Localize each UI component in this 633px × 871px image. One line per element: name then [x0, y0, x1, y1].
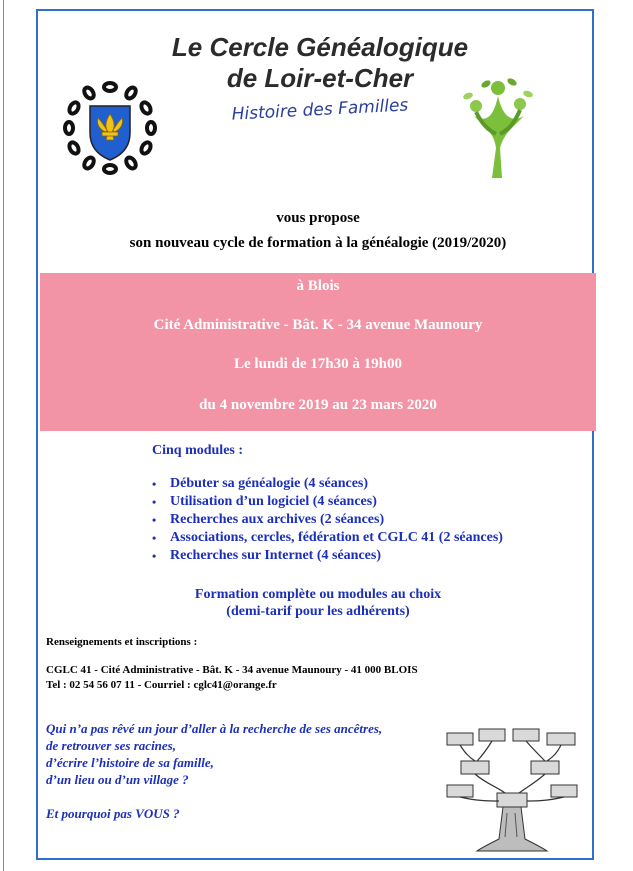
module-label: Utilisation d’un logiciel (4 séances) [170, 494, 377, 509]
title-line-1: Le Cercle Généalogique [171, 32, 469, 62]
quote-closing: Et pourquoi pas VOUS ? [46, 806, 180, 821]
module-label: Associations, cercles, fédération et CGLC 41 (2 séances) [170, 530, 503, 545]
bullet-icon: • [152, 531, 157, 545]
modules-heading: Cinq modules : [152, 443, 244, 458]
fleur-de-lis-shield-chain-icon [60, 78, 160, 178]
banner-place: à Blois [296, 278, 340, 294]
quote-line-4: d’un lieu ou d’un village ? [46, 772, 189, 787]
list-item [150, 493, 503, 511]
genealogy-tree-icon [443, 727, 583, 855]
modules-list [150, 475, 503, 565]
contact-heading: Renseignements et inscriptions : [46, 636, 198, 648]
contact-phone-mail: Tel : 02 54 56 07 11 - Courriel : cglc41@orange.fr [46, 679, 277, 691]
bullet-icon: • [152, 477, 157, 491]
bullet-icon: • [152, 513, 157, 527]
list-item [150, 475, 503, 493]
page-edge-line [3, 0, 4, 871]
contact-address: CGLC 41 - Cité Administrative - Bât. K - 34 avenue Maunoury - 41 000 BLOIS [46, 664, 418, 676]
list-item [150, 511, 503, 529]
intro-line-2: son nouveau cycle de formation à la généalogie (2019/2020) [129, 235, 507, 251]
formation-line-2: (demi-tarif pour les adhérents) [226, 604, 410, 619]
quote-line-1: Qui n’a pas rêvé un jour d’aller à la recherche de ses ancêtres, [46, 721, 383, 736]
bullet-icon: • [152, 495, 157, 509]
subtitle: Histoire des Familles [231, 95, 409, 125]
list-item [150, 529, 503, 547]
module-label: Débuter sa généalogie (4 séances) [170, 476, 369, 491]
intro-line-1: vous propose [276, 210, 360, 226]
banner-schedule: Le lundi de 17h30 à 19h00 [234, 356, 402, 372]
list-item [150, 547, 503, 565]
module-label: Recherches sur Internet (4 séances) [170, 548, 381, 563]
title-line-2: de Loir-et-Cher [226, 63, 414, 93]
quote-line-3: d’écrire l’histoire de sa famille, [46, 755, 214, 770]
quote-line-2: de retrouver ses racines, [46, 738, 176, 753]
banner-dates: du 4 novembre 2019 au 23 mars 2020 [199, 397, 437, 413]
bullet-icon: • [152, 549, 157, 563]
info-banner [40, 273, 596, 431]
formation-line-1: Formation complète ou modules au choix [194, 587, 442, 602]
module-label: Recherches aux archives (2 séances) [170, 512, 385, 527]
banner-address: Cité Administrative - Bât. K - 34 avenue Maunoury [153, 317, 483, 333]
